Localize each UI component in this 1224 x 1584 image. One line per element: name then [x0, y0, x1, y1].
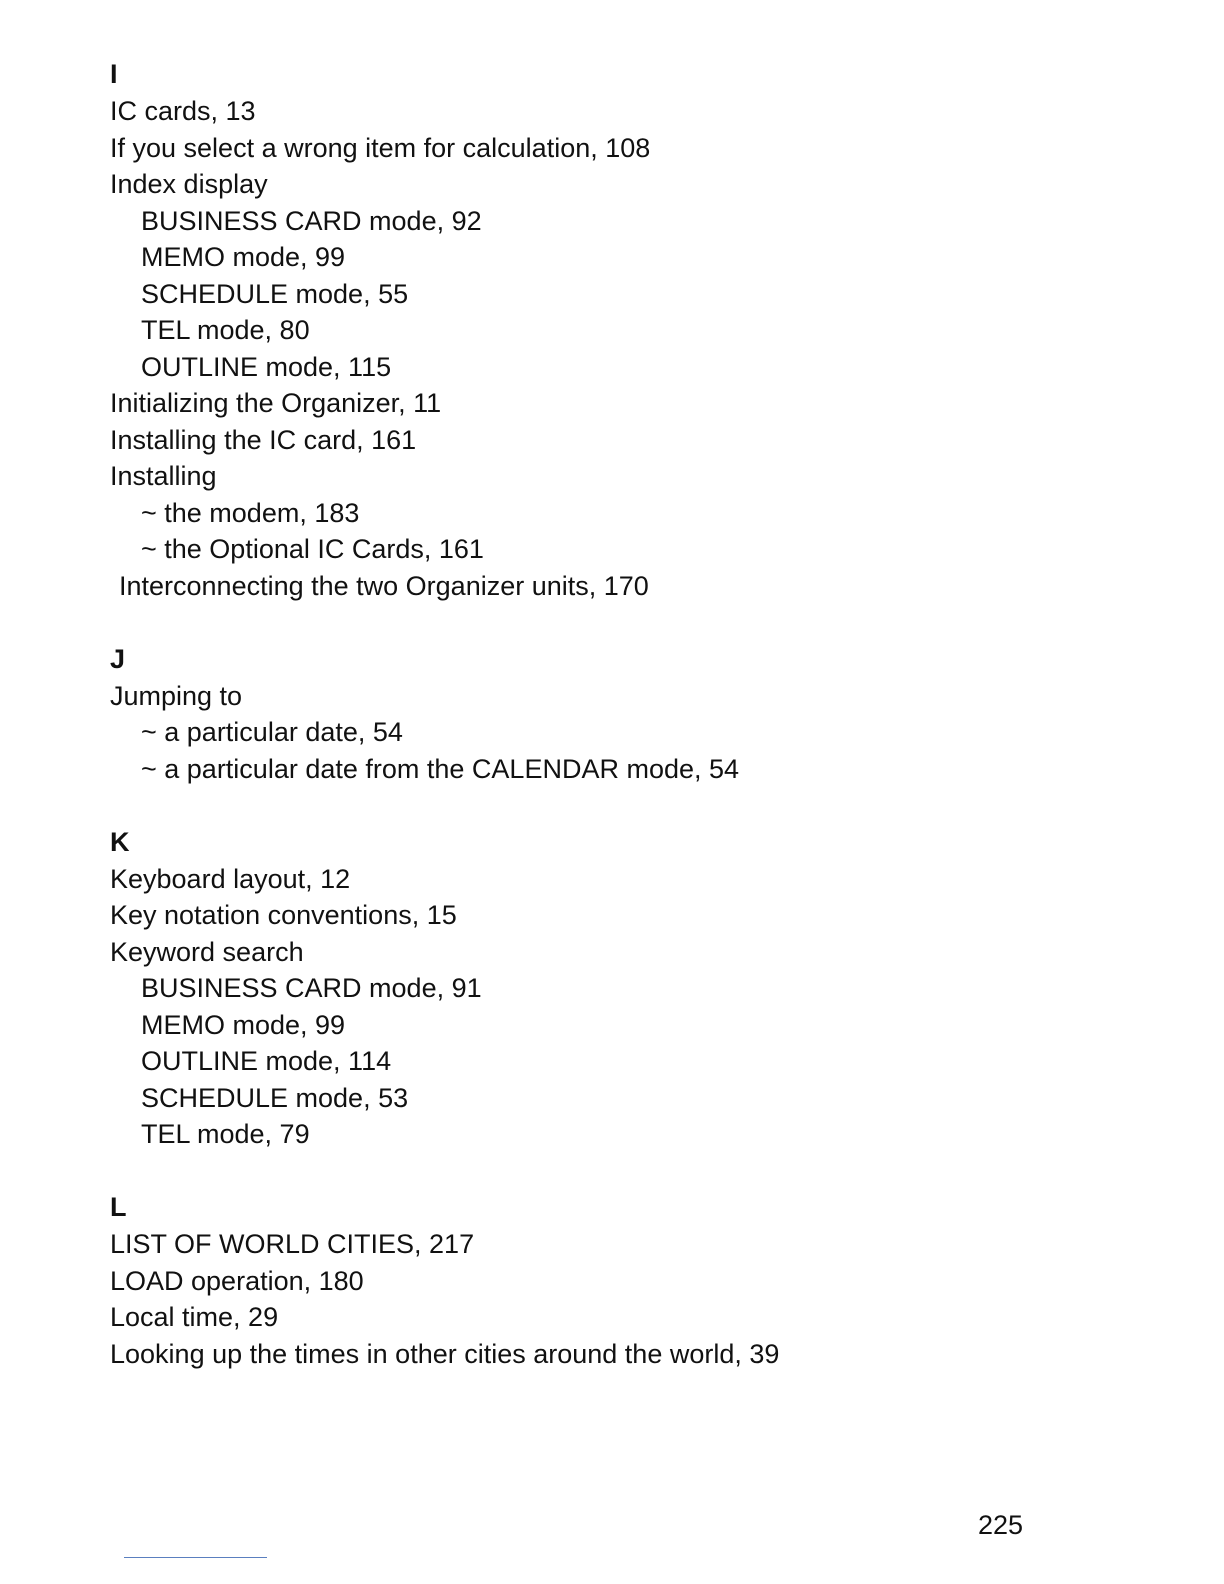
- index-section-k: [110, 824, 1010, 1153]
- index-subentry: ~ the Optional IC Cards, 161: [141, 534, 484, 564]
- index-subentry: ~ a particular date, 54: [141, 717, 403, 747]
- index-section-j: [110, 641, 1010, 788]
- index-subentry: SCHEDULE mode, 55: [141, 278, 409, 309]
- index-section-l: [110, 1189, 1010, 1372]
- index-entry: Looking up the times in other cities around the world, 39: [110, 1338, 780, 1369]
- index-subentry: SCHEDULE mode, 53: [141, 1082, 409, 1113]
- index-subentry: MEMO mode, 99: [141, 1009, 346, 1040]
- index-entry: Index display: [110, 169, 268, 199]
- index-list: [110, 56, 1010, 1372]
- index-entry: Installing: [110, 461, 217, 491]
- index-subentry: ~ the modem, 183: [141, 497, 360, 528]
- index-subentry: TEL mode, 80: [141, 315, 310, 345]
- index-subentry: OUTLINE mode, 114: [141, 1046, 392, 1076]
- index-entry: Interconnecting the two Organizer units, 170: [119, 570, 649, 601]
- index-subentry: OUTLINE mode, 115: [141, 351, 392, 382]
- index-subentry: MEMO mode, 99: [141, 242, 346, 272]
- section-spacer: [110, 787, 1010, 824]
- index-section-i: [110, 56, 1010, 604]
- index-entry: LIST OF WORLD CITIES, 217: [110, 1229, 475, 1259]
- index-entry: Initializing the Organizer, 11: [110, 388, 442, 418]
- index-subentry: BUSINESS CARD mode, 92: [141, 205, 482, 236]
- index-subentry: TEL mode, 79: [141, 1119, 310, 1149]
- index-entry: LOAD operation, 180: [110, 1265, 364, 1296]
- footer-rule: [124, 1557, 267, 1558]
- page-number: 225: [978, 1510, 1024, 1540]
- index-entry: If you select a wrong item for calculation, 108: [110, 132, 651, 163]
- index-subentry: ~ a particular date from the CALENDAR mode, 54: [141, 753, 740, 784]
- index-entry: Key notation conventions, 15: [110, 900, 457, 930]
- index-entry: Local time, 29: [110, 1302, 279, 1332]
- section-spacer: [110, 604, 1010, 641]
- section-letter: L: [110, 1192, 127, 1222]
- index-entry: Keyword search: [110, 936, 304, 967]
- index-entry: Installing the IC card, 161: [110, 424, 417, 455]
- section-spacer: [110, 1153, 1010, 1190]
- section-letter: K: [110, 826, 130, 857]
- index-entry: IC cards, 13: [110, 96, 256, 126]
- section-letter: J: [110, 643, 126, 674]
- index-entry: Keyboard layout, 12: [110, 863, 351, 894]
- section-letter: I: [110, 59, 118, 89]
- index-subentry: BUSINESS CARD mode, 91: [141, 973, 482, 1003]
- index-entry: Jumping to: [110, 680, 243, 711]
